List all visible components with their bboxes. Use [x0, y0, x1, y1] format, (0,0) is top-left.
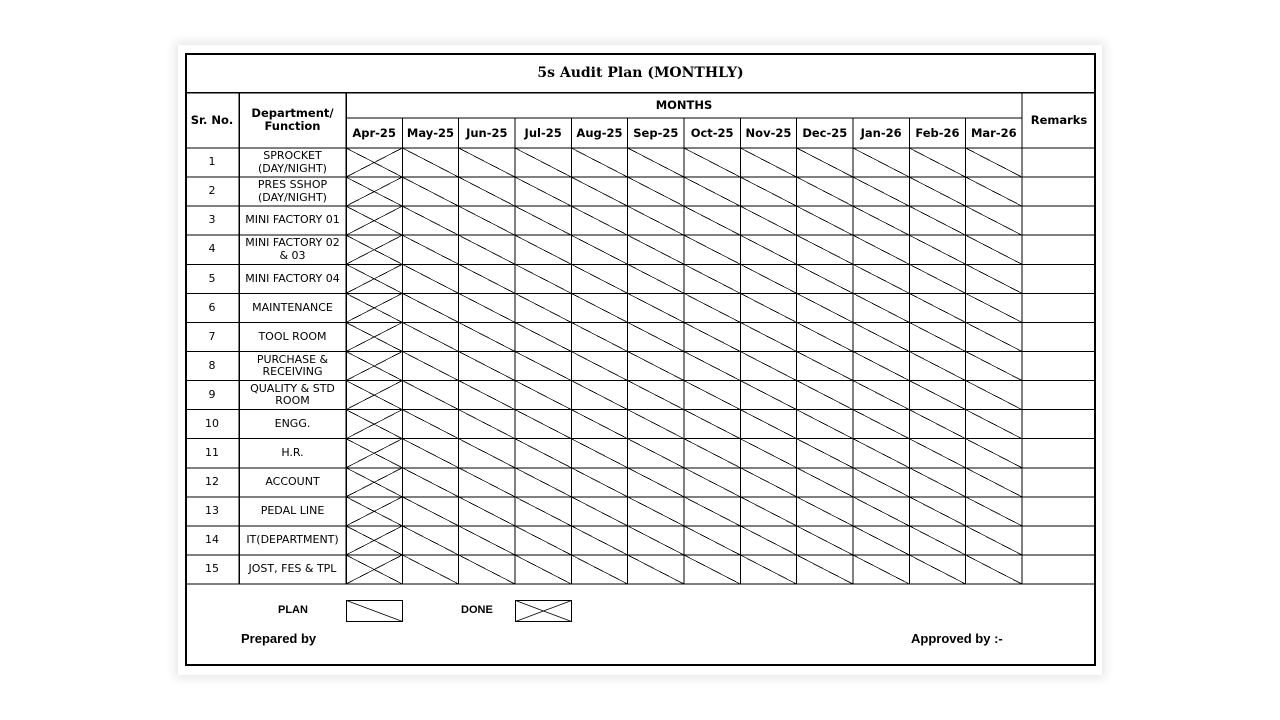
- month-header-jun-25: Jun-25: [466, 125, 508, 140]
- plan-mark: [966, 410, 1022, 439]
- plan-mark: [797, 497, 853, 526]
- plan-mark: [853, 351, 909, 380]
- plan-mark: [402, 381, 458, 410]
- plan-mark: [853, 293, 909, 322]
- plan-mark: [797, 148, 853, 177]
- plan-mark: [571, 526, 627, 555]
- plan-mark: [628, 381, 684, 410]
- month-header-jan-26: Jan-26: [860, 125, 902, 140]
- plan-mark: [740, 497, 796, 526]
- plan-mark: [966, 439, 1022, 468]
- plan-mark: [740, 439, 796, 468]
- plan-mark: [909, 264, 965, 293]
- plan-mark: [628, 264, 684, 293]
- plan-mark: [459, 410, 515, 439]
- plan-mark: [459, 235, 515, 264]
- plan-mark: [515, 497, 571, 526]
- plan-mark: [571, 177, 627, 206]
- plan-mark: [966, 322, 1022, 351]
- row-department: PRES SSHOP (DAY/NIGHT): [257, 178, 328, 204]
- plan-mark: [797, 555, 853, 584]
- row-sr-no: 15: [205, 562, 219, 576]
- plan-mark: [684, 177, 740, 206]
- month-header-oct-25: Oct-25: [690, 125, 734, 140]
- plan-mark: [966, 148, 1022, 177]
- plan-mark: [459, 177, 515, 206]
- plan-mark: [402, 206, 458, 235]
- plan-mark: [684, 322, 740, 351]
- row-department: H.R.: [281, 445, 304, 459]
- plan-mark: [402, 177, 458, 206]
- plan-mark: [402, 293, 458, 322]
- row-department: MAINTENANCE: [252, 300, 333, 314]
- row-department: MINI FACTORY 04: [245, 271, 340, 285]
- row-department: QUALITY & STD ROOM: [250, 381, 335, 408]
- plan-mark: [740, 235, 796, 264]
- prepared-by-label: Prepared by: [241, 631, 317, 646]
- plan-mark: [571, 439, 627, 468]
- row-sr-no: 11: [205, 445, 219, 459]
- plan-mark: [797, 351, 853, 380]
- plan-mark: [909, 410, 965, 439]
- row-department: SPROCKET (DAY/NIGHT): [258, 149, 327, 175]
- plan-mark: [909, 206, 965, 235]
- plan-mark: [628, 177, 684, 206]
- header-months: MONTHS: [655, 97, 713, 112]
- plan-mark: [853, 264, 909, 293]
- row-department: PEDAL LINE: [260, 504, 325, 518]
- plan-mark: [515, 555, 571, 584]
- plan-mark: [459, 468, 515, 497]
- plan-mark: [628, 351, 684, 380]
- plan-mark: [515, 148, 571, 177]
- plan-mark: [740, 206, 796, 235]
- plan-mark: [571, 351, 627, 380]
- plan-mark: [628, 555, 684, 584]
- plan-mark: [628, 235, 684, 264]
- plan-mark: [571, 148, 627, 177]
- plan-mark: [740, 351, 796, 380]
- month-header-aug-25: Aug-25: [576, 125, 623, 140]
- plan-mark: [909, 497, 965, 526]
- plan-mark: [571, 322, 627, 351]
- plan-mark: [571, 497, 627, 526]
- plan-mark: [684, 497, 740, 526]
- plan-mark: [402, 497, 458, 526]
- plan-mark: [459, 497, 515, 526]
- plan-mark: [797, 206, 853, 235]
- plan-mark: [684, 468, 740, 497]
- plan-mark: [797, 526, 853, 555]
- plan-mark: [797, 293, 853, 322]
- plan-mark: [853, 235, 909, 264]
- plan-mark: [797, 439, 853, 468]
- plan-mark: [459, 555, 515, 584]
- plan-mark: [966, 351, 1022, 380]
- row-sr-no: 3: [208, 213, 216, 227]
- plan-mark: [402, 322, 458, 351]
- row-sr-no: 10: [205, 416, 219, 430]
- plan-mark: [853, 381, 909, 410]
- plan-mark: [740, 177, 796, 206]
- plan-mark: [684, 293, 740, 322]
- legend-done-swatch: [515, 600, 572, 622]
- plan-mark: [459, 264, 515, 293]
- plan-mark: [740, 526, 796, 555]
- plan-mark: [966, 555, 1022, 584]
- row-sr-no: 2: [208, 184, 216, 198]
- plan-mark: [966, 497, 1022, 526]
- header-remarks: Remarks: [1030, 112, 1088, 127]
- plan-mark: [459, 351, 515, 380]
- plan-mark: [966, 293, 1022, 322]
- plan-mark: [909, 468, 965, 497]
- plan-mark: [402, 235, 458, 264]
- row-sr-no: 6: [208, 300, 216, 314]
- plan-mark: [966, 206, 1022, 235]
- plan-mark: [684, 264, 740, 293]
- plan-mark: [740, 555, 796, 584]
- plan-mark: [684, 526, 740, 555]
- plan-mark: [571, 264, 627, 293]
- plan-mark: [402, 264, 458, 293]
- plan-mark: [684, 235, 740, 264]
- row-sr-no: 1: [208, 155, 216, 169]
- plan-mark: [909, 351, 965, 380]
- plan-mark: [571, 381, 627, 410]
- plan-mark: [459, 206, 515, 235]
- approved-by-label: Approved by :-: [911, 631, 1003, 646]
- plan-mark: [515, 264, 571, 293]
- plan-mark: [740, 148, 796, 177]
- plan-mark: [628, 293, 684, 322]
- plan-mark: [740, 322, 796, 351]
- plan-mark: [797, 264, 853, 293]
- plan-mark: [459, 526, 515, 555]
- month-header-sep-25: Sep-25: [633, 125, 679, 140]
- row-sr-no: 13: [205, 504, 219, 518]
- plan-mark: [966, 177, 1022, 206]
- plan-mark: [515, 381, 571, 410]
- plan-mark: [571, 410, 627, 439]
- plan-mark: [515, 351, 571, 380]
- plan-mark: [853, 206, 909, 235]
- sheet-title: 5s Audit Plan (MONTHLY): [537, 64, 744, 81]
- plan-mark: [853, 148, 909, 177]
- plan-mark: [740, 381, 796, 410]
- row-sr-no: 9: [208, 387, 216, 401]
- plan-mark: [684, 206, 740, 235]
- header-sr-no: Sr. No.: [190, 112, 234, 127]
- plan-mark: [515, 293, 571, 322]
- plan-mark: [966, 264, 1022, 293]
- month-header-jul-25: Jul-25: [524, 125, 562, 140]
- plan-mark: [797, 322, 853, 351]
- row-sr-no: 12: [205, 475, 219, 489]
- plan-mark: [628, 497, 684, 526]
- row-sr-no: 14: [205, 533, 219, 547]
- plan-mark: [797, 468, 853, 497]
- row-department: ENGG.: [274, 416, 311, 430]
- plan-mark: [909, 381, 965, 410]
- plan-mark: [515, 177, 571, 206]
- plan-mark: [909, 322, 965, 351]
- plan-mark: [515, 468, 571, 497]
- plan-mark: [909, 555, 965, 584]
- plan-mark: [628, 206, 684, 235]
- plan-mark: [628, 468, 684, 497]
- plan-mark: [853, 439, 909, 468]
- plan-mark: [853, 497, 909, 526]
- row-sr-no: 5: [208, 271, 216, 285]
- plan-mark: [740, 468, 796, 497]
- plan-mark: [402, 410, 458, 439]
- row-department: JOST, FES & TPL: [248, 562, 337, 576]
- plan-mark: [853, 177, 909, 206]
- plan-mark: [909, 148, 965, 177]
- plan-mark: [571, 468, 627, 497]
- plan-mark: [628, 410, 684, 439]
- month-header-dec-25: Dec-25: [802, 125, 848, 140]
- plan-mark: [909, 439, 965, 468]
- plan-mark: [797, 235, 853, 264]
- row-department: MINI FACTORY 02 & 03: [245, 236, 340, 262]
- month-header-may-25: May-25: [406, 125, 455, 140]
- row-department: PURCHASE & RECEIVING: [256, 352, 329, 379]
- plan-mark: [909, 177, 965, 206]
- plan-mark: [966, 526, 1022, 555]
- plan-mark: [740, 410, 796, 439]
- plan-mark: [797, 177, 853, 206]
- plan-mark: [966, 381, 1022, 410]
- plan-mark: [515, 235, 571, 264]
- plan-mark: [740, 293, 796, 322]
- plan-mark: [459, 381, 515, 410]
- month-header-apr-25: Apr-25: [352, 125, 396, 140]
- plan-mark: [402, 526, 458, 555]
- plan-mark: [515, 410, 571, 439]
- plan-mark: [853, 410, 909, 439]
- plan-mark: [402, 439, 458, 468]
- legend-done-label: DONE: [461, 604, 493, 616]
- row-sr-no: 4: [208, 242, 216, 256]
- plan-mark: [909, 526, 965, 555]
- plan-mark: [853, 322, 909, 351]
- plan-mark: [459, 439, 515, 468]
- month-header-feb-26: Feb-26: [915, 125, 960, 140]
- month-header-nov-25: Nov-25: [745, 125, 792, 140]
- plan-mark: [628, 148, 684, 177]
- plan-mark: [402, 468, 458, 497]
- plan-mark: [684, 555, 740, 584]
- plan-mark: [797, 381, 853, 410]
- row-sr-no: 7: [208, 329, 216, 343]
- plan-mark: [853, 526, 909, 555]
- plan-mark: [515, 206, 571, 235]
- plan-mark: [966, 468, 1022, 497]
- plan-mark: [459, 293, 515, 322]
- plan-mark: [853, 555, 909, 584]
- header-department: Department/ Function: [251, 106, 334, 133]
- plan-mark: [909, 235, 965, 264]
- row-department: ACCOUNT: [265, 475, 320, 489]
- row-department: MINI FACTORY 01: [245, 213, 340, 227]
- legend-plan-label: PLAN: [278, 604, 308, 616]
- plan-mark: [684, 351, 740, 380]
- plan-mark: [459, 322, 515, 351]
- plan-mark: [459, 148, 515, 177]
- row-department: TOOL ROOM: [258, 329, 327, 343]
- plan-mark: [684, 148, 740, 177]
- plan-mark: [797, 410, 853, 439]
- plan-mark: [402, 148, 458, 177]
- plan-mark: [684, 381, 740, 410]
- plan-mark: [628, 439, 684, 468]
- plan-mark: [402, 351, 458, 380]
- row-sr-no: 8: [208, 358, 216, 372]
- plan-mark: [571, 293, 627, 322]
- plan-mark: [853, 468, 909, 497]
- plan-mark: [909, 293, 965, 322]
- plan-mark: [571, 555, 627, 584]
- legend-plan-swatch: [346, 600, 403, 622]
- month-header-mar-26: Mar-26: [970, 125, 1017, 140]
- plan-mark: [684, 410, 740, 439]
- plan-mark: [628, 322, 684, 351]
- plan-mark: [402, 555, 458, 584]
- plan-mark: [571, 235, 627, 264]
- row-department: IT(DEPARTMENT): [246, 533, 339, 547]
- plan-mark: [740, 264, 796, 293]
- plan-mark: [515, 322, 571, 351]
- plan-mark: [571, 206, 627, 235]
- plan-mark: [515, 526, 571, 555]
- plan-mark: [628, 526, 684, 555]
- plan-mark: [684, 439, 740, 468]
- plan-mark: [966, 235, 1022, 264]
- plan-mark: [515, 439, 571, 468]
